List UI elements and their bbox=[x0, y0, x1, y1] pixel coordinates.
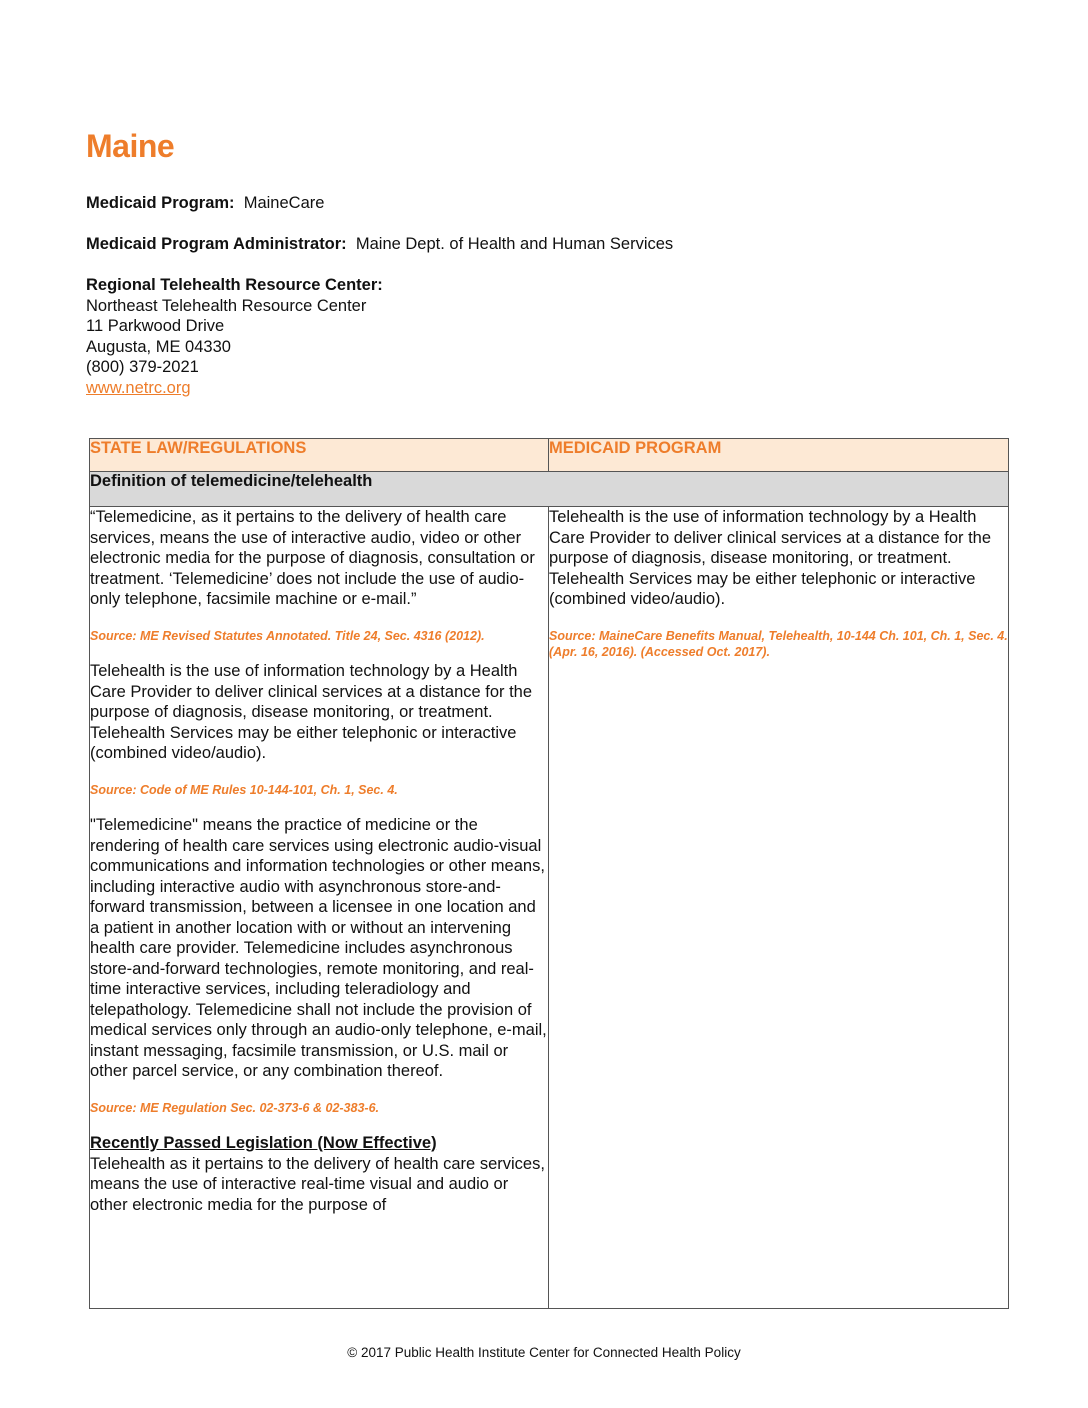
rtrc-website-link[interactable]: www.netrc.org bbox=[86, 378, 191, 397]
rtrc-city: Augusta, ME 04330 bbox=[86, 337, 231, 356]
medicaid-cell bbox=[549, 507, 1009, 1309]
section-header: Definition of telemedicine/telehealth bbox=[90, 472, 1009, 507]
recent-legislation-heading: Recently Passed Legislation (Now Effective) bbox=[90, 1134, 437, 1152]
footer-copyright: © 2017 Public Health Institute Center for Connected Health Policy bbox=[347, 1345, 741, 1360]
policy-table bbox=[89, 438, 1009, 1309]
source-citation: Source: ME Revised Statutes Annotated. Title 24, Sec. 4316 (2012). bbox=[90, 628, 485, 643]
rtrc-label: Regional Telehealth Resource Center: bbox=[86, 276, 383, 294]
source-citation: Source: Code of ME Rules 10-144-101, Ch. 1, Sec. 4. bbox=[90, 782, 398, 797]
rtrc-phone: (800) 379-2021 bbox=[86, 358, 199, 376]
source-citation: Source: MaineCare Benefits Manual, Telehealth, 10-144 Ch. 101, Ch. 1, Sec. 4. (Apr. 16, 2016). (Accessed Oct. 2017). bbox=[549, 628, 1008, 659]
rtrc-name: Northeast Telehealth Resource Center bbox=[86, 296, 367, 315]
medicaid-program-label: Medicaid Program: bbox=[86, 194, 235, 212]
administrator-value: Maine Dept. of Health and Human Services bbox=[355, 235, 674, 253]
medicaid-paragraph: Telehealth is the use of information technology by a Health Care Provider to deliver clinical services at a distance for the purpose of diagnosis, disease monitoring, or treatment. Telehealth Services may be either telephonic or interactive (combined video/audio). bbox=[549, 508, 992, 608]
column-header-medicaid: MEDICAID PROGRAM bbox=[549, 439, 1009, 472]
state-law-paragraph: Telehealth is the use of information technology by a Health Care Provider to deliver clinical services at a distance for the purpose of diagnosis, disease monitoring, or treatment. Telehealth Services may be either telephonic or interactive (combined video/audio). bbox=[90, 662, 533, 762]
page-title: Maine bbox=[86, 128, 175, 164]
state-law-paragraph: "Telemedicine" means the practice of medicine or the rendering of health care services using electronic audio-visual communications and information technologies or other means, including interactive audio with asynchronous store-and-forward transmission, between a licensee in one location and a patient in another location with or without an intervening health care provider. Telemedicine includes asynchronous store-and-forward technologies, remote monitoring, and real-time interactive services, including teleradiology and telepathology. Telemedicine shall not include the provision of medical services only through an audio-only telephone, e-mail, instant messaging, facsimile transmission, or U.S. mail or other parcel service, or any combination thereof. bbox=[90, 816, 547, 1080]
source-citation: Source: ME Regulation Sec. 02-373-6 & 02-383-6. bbox=[90, 1100, 379, 1115]
state-law-cell bbox=[90, 507, 549, 1309]
state-law-paragraph: “Telemedicine, as it pertains to the delivery of health care services, means the use of interactive audio, video or other electronic media for the purpose of diagnosis, consultation or treatment. ‘Telemedicine’ does not include the use of audio-only telephone, facsimile machine or e-mail.” bbox=[90, 508, 535, 608]
column-header-state-law: STATE LAW/REGULATIONS bbox=[90, 439, 549, 472]
state-law-paragraph: Telehealth as it pertains to the delivery of health care services, means the use of interactive real-time visual and audio or other electronic media for the purpose of bbox=[90, 1154, 545, 1214]
medicaid-administrator bbox=[86, 234, 673, 255]
resource-center bbox=[86, 275, 383, 398]
medicaid-program-value: MaineCare bbox=[243, 194, 325, 212]
rtrc-street: 11 Parkwood Drive bbox=[86, 317, 225, 335]
medicaid-program bbox=[86, 193, 324, 214]
administrator-label: Medicaid Program Administrator: bbox=[86, 235, 347, 253]
